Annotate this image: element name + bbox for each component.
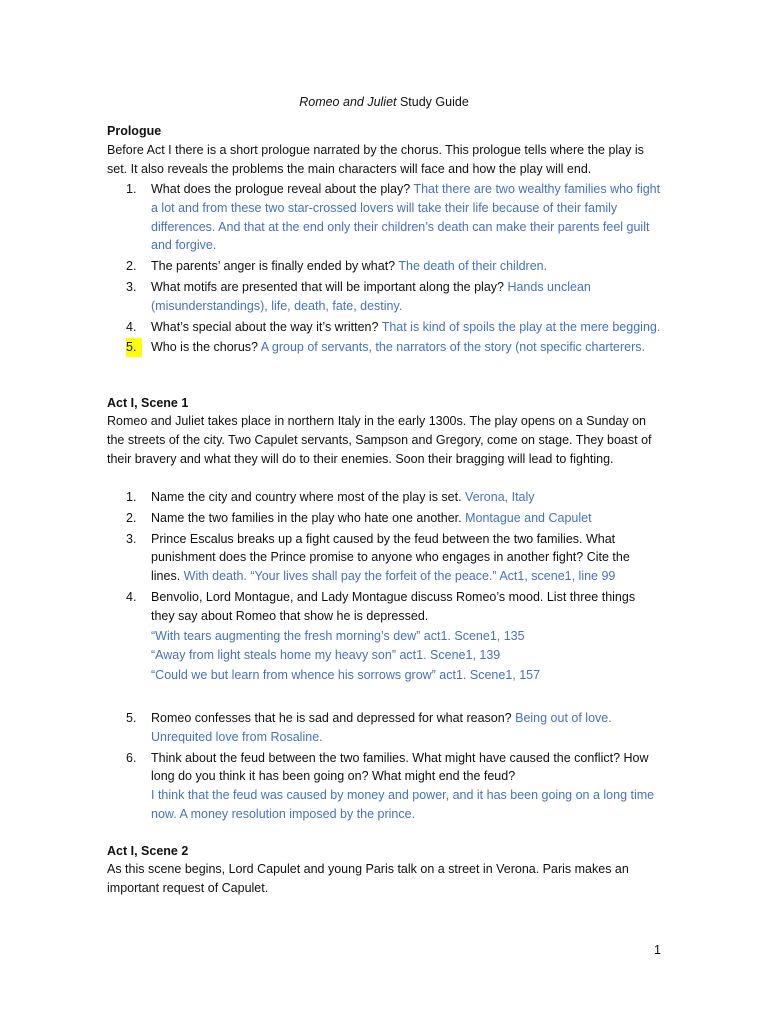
answer-text: Verona, Italy	[465, 490, 535, 504]
question-text: Who is the chorus?	[151, 340, 261, 355]
answer-text: That there are two wealthy families who fight a lot and from these two star-crossed lovers will take their life because of their family differences. And that at the end only their children’s death can make their parents feel guilt and forgive.	[151, 182, 661, 253]
quote-line: “Could we but learn from whence his sorrows grow” act1. Scene1, 157	[151, 668, 541, 683]
act1-scene1-intro: Romeo and Juliet takes place in northern Italy in the early 1300s. The play opens on a Sunday on the streets of the city. Two Capulet servants, Sampson and Gregory, come on stage. They boast of their bravery and what they will do to their enemies. Soon their bragging will lead to fighting.	[107, 414, 652, 466]
question-text: Name the city and country where most of the play is set.	[151, 490, 466, 504]
answer-text: Montague and Capulet	[465, 510, 592, 525]
act1-scene1-questions-b	[107, 709, 662, 826]
answer-text: That is kind of spoils the play at the mere begging.	[381, 319, 661, 334]
answer-text: The death of their children.	[398, 259, 548, 274]
answer-text: With death. “Your lives shall pay the forfeit of the peace.” Act1, scene1, line 99	[183, 569, 616, 584]
list-item	[107, 530, 662, 586]
answer-text: A group of servants, the narrators of the story (not specific charterers.	[260, 340, 645, 355]
question-number: 6.	[126, 750, 137, 765]
question-text: What motifs are presented that will be important along the play?	[151, 279, 508, 294]
page-title	[0, 93, 768, 112]
list-item	[107, 509, 662, 528]
question-number: 2.	[126, 259, 137, 274]
list-item	[107, 278, 662, 316]
act1-scene1-heading: Act I, Scene 1	[107, 396, 189, 410]
title-italic: Romeo and Juliet	[299, 95, 397, 109]
quote-line: “With tears augmenting the fresh morning’s dew” act1. Scene1, 135	[151, 628, 525, 643]
act1-scene2-heading: Act I, Scene 2	[107, 844, 189, 858]
page-number: 1	[654, 943, 661, 957]
list-item	[107, 338, 662, 357]
list-item	[107, 588, 662, 685]
act1-scene1-questions-a	[107, 488, 662, 687]
prologue-intro: Before Act I there is a short prologue narrated by the chorus. This prologue tells where the play is set. It also reveals the problems the main characters will face and how the play will end.	[107, 143, 644, 176]
question-number: 3.	[126, 531, 137, 546]
question-text: Name the two families in the play who hate one another.	[151, 510, 466, 525]
question-number: 5.	[126, 711, 137, 725]
answer-text: Being out of love. Unrequited love from Rosaline.	[151, 711, 612, 744]
answer-text: Hands unclean (misunderstandings), life, death, fate, destiny.	[151, 279, 591, 313]
question-number-highlighted: 5.	[126, 338, 142, 357]
question-text: The parents’ anger is finally ended by what?	[151, 259, 399, 274]
answer-text: I think that the feud was caused by money and power, and it has been going on a long time now. A money resolution imposed by the prince.	[151, 788, 655, 821]
act1-scene2-intro: As this scene begins, Lord Capulet and young Paris talk on a street in Verona. Paris makes an important request of Capulet.	[107, 862, 629, 895]
question-number: 4.	[126, 319, 137, 334]
question-text: Romeo confesses that he is sad and depressed for what reason?	[151, 711, 516, 725]
question-text: Benvolio, Lord Montague, and Lady Montague discuss Romeo’s mood. List three things they say about Romeo that show he is depressed.	[151, 589, 636, 623]
quote-line: “Away from light steals home my heavy son” act1. Scene1, 139	[151, 648, 501, 663]
question-number: 1.	[126, 182, 137, 196]
list-item	[107, 709, 662, 747]
question-number: 1.	[126, 490, 137, 504]
list-item	[107, 257, 662, 276]
question-text: What’s special about the way it’s written?	[151, 319, 382, 334]
question-number: 3.	[126, 279, 137, 294]
prologue-heading: Prologue	[107, 124, 162, 138]
question-text: What does the prologue reveal about the play?	[151, 182, 414, 196]
list-item	[107, 318, 662, 337]
title-rest: Study Guide	[396, 95, 469, 109]
question-text: Think about the feud between the two families. What might have caused the conflict? How long do you think it has been going on? What might end the feud?	[151, 750, 649, 784]
prologue-questions	[107, 180, 662, 359]
list-item	[107, 749, 662, 824]
question-number: 2.	[126, 510, 137, 525]
question-number: 4.	[126, 589, 137, 604]
question-text: Prince Escalus breaks up a fight caused by the feud between the two families. What punishment does the Prince promise to anyone who engages in another fight? Cite the lines.	[151, 531, 630, 584]
list-item	[107, 180, 662, 255]
list-item	[107, 488, 662, 507]
